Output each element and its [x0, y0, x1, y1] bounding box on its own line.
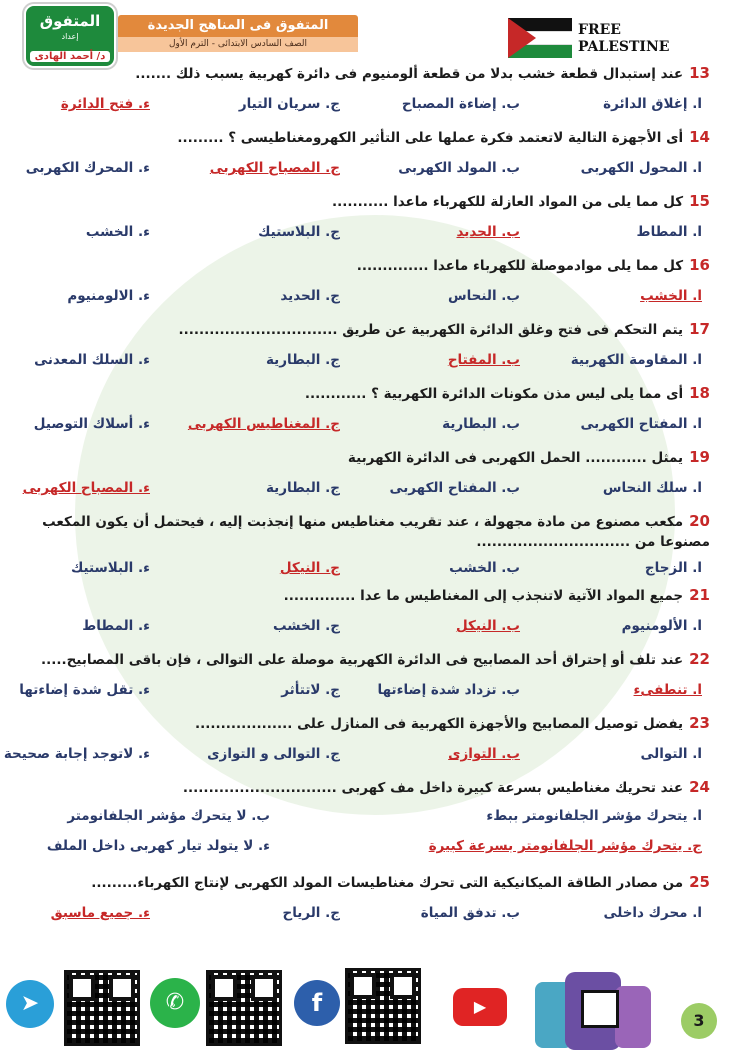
question-number: 25 [689, 873, 710, 891]
question-number: 18 [689, 384, 710, 402]
question-20 [0, 508, 750, 582]
answer-option: ج. البطارية [265, 480, 340, 496]
answer-option: ج. الرياح [282, 905, 340, 921]
qr-code-2 [206, 970, 282, 1046]
answer-option: ا. إغلاق الدائرة [603, 96, 702, 112]
answer-option: ب. المفتاح الكهربى [389, 480, 520, 496]
answer-option: ج. يتحرك مؤشر الجلفانومتر بسرعة كبيرة [428, 838, 702, 854]
logo-prepared: إعداد [61, 32, 79, 41]
question-number: 17 [689, 320, 710, 338]
bottles-illustration [535, 962, 655, 1052]
answer-option: ا. يتحرك مؤشر الجلفانومتر ببطء [486, 808, 702, 824]
logo-badge [24, 4, 116, 68]
answer-option: ب. تدفق المياة [420, 905, 520, 921]
answer-option: ء. الخشب [85, 224, 150, 240]
answer-option: ج. سريان التيار [238, 96, 340, 112]
answer-option: ج. التوالى و التوازى [207, 746, 340, 762]
answer-option: ء. لا يتولد تيار كهربى داخل الملف [46, 838, 270, 854]
page-number: 3 [681, 1003, 717, 1039]
answer-option: ا. المفتاح الكهربى [580, 416, 702, 432]
question-text [20, 873, 710, 891]
question-number: 23 [689, 714, 710, 732]
question-15 [0, 188, 750, 252]
answer-option: ء. تقل شدة إضاءتها [19, 682, 150, 698]
question-text [20, 448, 710, 466]
answer-option: ا. سلك النحاس [602, 480, 702, 496]
answer-option: ا. التوالى [640, 746, 702, 762]
question-stem: مكعب مصنوع من مادة مجهولة ، عند تقريب مغناطيس منها إنجذبت إليه ، فيحتمل أن يكون المكعب [42, 514, 684, 530]
question-stem: عند تحريك مغناطيس بسرعة كبيرة داخل مف كهربى .............................. [182, 780, 684, 796]
answer-option: ب. البطارية [442, 416, 520, 432]
answer-option: ب. المفتاح [447, 352, 520, 368]
answer-option: ء. السلك المعدنى [34, 352, 150, 368]
question-24 [0, 774, 750, 869]
answer-option: ا. الزجاج [644, 560, 702, 576]
question-number: 19 [689, 448, 710, 466]
question-text [20, 650, 710, 668]
answer-option: ء. المصباح الكهربى [22, 480, 150, 496]
question-number: 20 [689, 512, 710, 530]
question-number: 22 [689, 650, 710, 668]
answer-option: ا. الألومنيوم [621, 618, 702, 634]
question-text [20, 586, 710, 604]
free-palestine-text: FREE PALESTINE [578, 22, 670, 55]
question-14 [0, 124, 750, 188]
question-number: 16 [689, 256, 710, 274]
question-text [20, 778, 710, 796]
qr-code-1 [64, 970, 140, 1046]
question-stem: يفضل توصيل المصابيح والأجهزة الكهربية فى المنازل على ................... [194, 716, 684, 732]
question-number: 15 [689, 192, 710, 210]
answer-option: ء. المطاط [82, 618, 150, 634]
answer-option: ا. محرك داخلى [603, 905, 702, 921]
answer-option: ا. المحول الكهربى [580, 160, 702, 176]
question-text [20, 320, 710, 338]
answer-option: ج. لاتتأثر [281, 682, 340, 698]
question-stem: يتم التحكم فى فتح وغلق الدائرة الكهربية عن طريق ............................... [178, 322, 684, 338]
whatsapp-icon[interactable]: ✆ [150, 978, 200, 1028]
question-18 [0, 380, 750, 444]
question-text [20, 128, 710, 146]
question-text [20, 714, 710, 732]
answer-option: ا. تنطفىء [633, 682, 702, 698]
answer-option: ء. البلاستيك [70, 560, 150, 576]
answer-option: ج. الخشب [272, 618, 340, 634]
question-stem: عند إستبدال قطعة خشب بدلا من قطعة ألومنيوم فى دائرة كهربية يسبب ذلك ....... [135, 66, 684, 82]
answer-option: ب. الخشب [449, 560, 520, 576]
banner-subtitle: الصف السادس الابتدائى - الترم الأول [118, 37, 358, 52]
question-text [20, 384, 710, 402]
answer-option: ب. النحاس [447, 288, 520, 304]
answer-option: ج. الحديد [280, 288, 340, 304]
page-header [0, 0, 750, 62]
question-list [0, 60, 750, 933]
answer-option: ج. البلاستيك [258, 224, 340, 240]
banner-title: المتفوق فى المناهج الجديدة [118, 15, 358, 37]
question-stem: من مصادر الطاقة الميكانيكية التى تحرك مغناطيسات المولد الكهربى لإنتاج الكهرباء......... [91, 875, 684, 891]
qr-code-3 [345, 968, 421, 1044]
question-text [20, 64, 710, 82]
palestine-flag-icon [508, 18, 572, 58]
answer-option: ء. فتح الدائرة [60, 96, 150, 112]
logo-author: د/ أحمد الهادى [30, 51, 110, 62]
answer-option: ء. الالومنيوم [67, 288, 150, 304]
answer-option: ج. البطارية [265, 352, 340, 368]
question-23 [0, 710, 750, 774]
logo-title: المتفوق [39, 12, 101, 30]
answer-option: ء. لاتوجد إجابة صحيحة [3, 746, 150, 762]
answer-option: ب. المولد الكهربى [398, 160, 520, 176]
question-stem-continued: مصنوعا من .............................. [476, 534, 710, 550]
question-stem: عند تلف أو إحتراق أحد المصابيح فى الدائرة الكهربية موصلة على التوالى ، فإن باقى المصابيح..... [40, 652, 684, 668]
telegram-icon[interactable]: ➤ [6, 980, 54, 1028]
question-number: 13 [689, 64, 710, 82]
question-text [20, 512, 710, 530]
question-stem: أى الأجهزة التالية لاتعتمد فكرة عملها على التأثير الكهرومغناطيسى ؟ ......... [177, 130, 684, 146]
question-21 [0, 582, 750, 646]
answer-option: ء. المحرك الكهربى [25, 160, 150, 176]
question-text [20, 192, 710, 210]
page-footer [0, 960, 750, 1061]
question-number: 21 [689, 586, 710, 604]
answer-option: ا. المقاومة الكهربية [570, 352, 702, 368]
question-16 [0, 252, 750, 316]
answer-option: ب. لا يتحرك مؤشر الجلفانومتر [67, 808, 270, 824]
question-stem: أى مما يلى ليس مذن مكونات الدائرة الكهربية ؟ ............ [304, 386, 684, 402]
answer-option: ا. الخشب [640, 288, 702, 304]
answer-option: ا. المطاط [636, 224, 702, 240]
answer-option: ج. المصباح الكهربى [209, 160, 340, 176]
answer-option: ب. إضاءة المصباح [401, 96, 520, 112]
question-17 [0, 316, 750, 380]
title-banner [118, 15, 358, 57]
question-stem: كل مما يلى من المواد العازلة للكهرباء ماعدا ........... [331, 194, 684, 210]
answer-option: ء. أسلاك التوصيل [33, 416, 150, 432]
question-stem: يمثل ............ الحمل الكهربى فى الدائرة الكهربية [347, 450, 684, 466]
question-25 [0, 869, 750, 933]
answer-option: ء. جميع ماسبق [50, 905, 150, 921]
question-stem: كل مما يلى موادموصلة للكهرباء ماعدا .............. [356, 258, 684, 274]
question-19 [0, 444, 750, 508]
facebook-icon[interactable]: f [294, 980, 340, 1026]
question-22 [0, 646, 750, 710]
question-stem: جميع المواد الآتية لاتنجذب إلى المغناطيس ما عدا .............. [283, 588, 684, 604]
question-number: 14 [689, 128, 710, 146]
answer-option: ب. النيكل [455, 618, 520, 634]
answer-option: ج. النيكل [279, 560, 340, 576]
question-number: 24 [689, 778, 710, 796]
question-13 [0, 60, 750, 124]
answer-option: ب. التوازى [448, 746, 520, 762]
answer-option: ب. الحديد [456, 224, 520, 240]
answer-option: ب. تزداد شدة إضاءتها [377, 682, 520, 698]
youtube-icon[interactable]: ▶ [453, 988, 507, 1026]
answer-option: ج. المغناطيس الكهربى [187, 416, 340, 432]
question-text [20, 256, 710, 274]
